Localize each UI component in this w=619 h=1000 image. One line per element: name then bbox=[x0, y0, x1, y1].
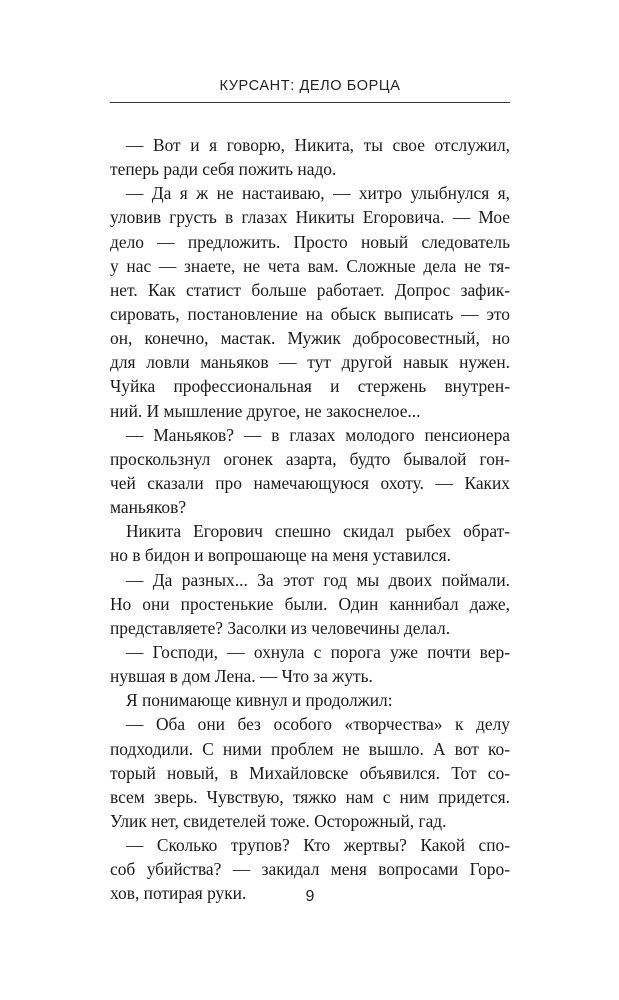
text-line: торый новый, в Михайловске объявился. Тот со- bbox=[110, 762, 510, 783]
running-head: КУРСАНТ: ДЕЛО БОРЦА bbox=[219, 78, 401, 94]
text-line: маньяков? bbox=[110, 497, 187, 518]
text-line: — Господи, — охнула с порога уже почти вер- bbox=[126, 641, 510, 662]
text-line: он, конечно, мастак. Мужик добросовестный, но bbox=[110, 328, 510, 349]
page-number: 9 bbox=[305, 888, 315, 905]
text-line: — Да я ж не настаиваю, — хитро улыбнулся я, bbox=[126, 183, 510, 204]
text-line: — Вот и я говорю, Никита, ты свое отслужил, bbox=[126, 135, 510, 155]
text-line: нет. Как статист больше работает. Допрос зафик- bbox=[110, 279, 510, 300]
text-line: уловив грусть в глазах Никиты Егоровича. — Мое bbox=[110, 207, 510, 228]
text-line: Чуйка профессиональная и стержень внутрен- bbox=[110, 376, 510, 397]
text-line: — Да разных... За этот год мы двоих поймали. bbox=[126, 569, 510, 590]
text-line: теперь ради себя пожить надо. bbox=[110, 159, 337, 180]
text-line: у нас — знаете, не чета вам. Сложные дела не тя- bbox=[110, 255, 510, 276]
text-line: Но они простенькие были. Один каннибал даже, bbox=[110, 593, 510, 614]
text-line: проскользнул огонек азарта, будто бывалой гон- bbox=[110, 448, 510, 469]
text-line: хов, потирая руки. bbox=[110, 883, 247, 904]
text-line: дело — предложить. Просто новый следователь bbox=[110, 231, 510, 252]
text-line: но в бидон и вопрошающе на меня уставился. bbox=[110, 545, 451, 566]
text-line: чей сказали про намечающуюся охоту. — Каких bbox=[110, 472, 510, 493]
text-line: Я понимающе кивнул и продолжил: bbox=[126, 690, 393, 711]
text-line: сировать, постановление на обыск выписать — это bbox=[110, 303, 510, 324]
header-rule bbox=[110, 102, 510, 103]
text-line: всем зверь. Чувствую, тяжко нам с ним придется. bbox=[110, 786, 510, 807]
body-text bbox=[110, 133, 510, 906]
text-line: нувшая в дом Лена. — Что за жуть. bbox=[110, 666, 373, 687]
text-line: ний. И мышление другое, не закоснелое... bbox=[110, 400, 421, 421]
text-line: представляете? Засолки из человечины делал. bbox=[110, 617, 451, 638]
text-line: — Оба они без особого «творчества» к делу bbox=[126, 714, 510, 735]
text-line: Никита Егорович спешно скидал рыбех обрат- bbox=[126, 521, 510, 542]
text-line: соб убийства? — закидал меня вопросами Горо- bbox=[110, 859, 510, 880]
text-line: — Маньяков? — в глазах молодого пенсионера bbox=[126, 424, 510, 445]
text-line: Улик нет, свидетелей тоже. Осторожный, гад. bbox=[110, 810, 447, 831]
text-line: для ловли маньяков — тут другой навык нужен. bbox=[110, 352, 510, 373]
text-line: — Сколько трупов? Кто жертвы? Какой спо- bbox=[126, 835, 510, 856]
text-line: подходили. С ними проблем не вышло. А вот ко- bbox=[110, 738, 510, 759]
